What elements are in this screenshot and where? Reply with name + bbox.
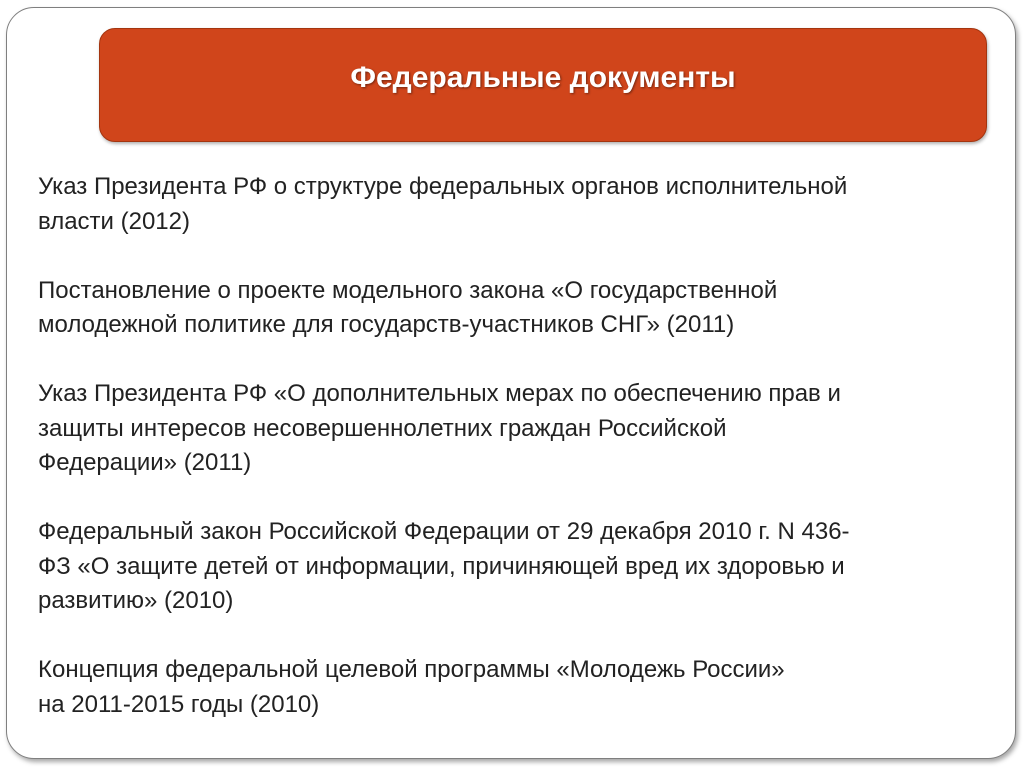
title-banner bbox=[99, 28, 987, 142]
document-item-1 bbox=[38, 170, 1008, 239]
document-line: власти (2012) bbox=[38, 207, 190, 235]
document-line: Указ Президента РФ о структуре федеральных органов исполнительной bbox=[38, 173, 848, 200]
document-line: молодежной политике для государств-участников СНГ» (2011) bbox=[38, 311, 735, 338]
document-line: развитию» (2010) bbox=[38, 587, 234, 614]
documents-list bbox=[38, 170, 1008, 722]
document-line: Федерации» (2011) bbox=[38, 449, 252, 476]
document-item-3 bbox=[38, 377, 1008, 481]
document-line: ФЗ «О защите детей от информации, причиняющей вред их здоровью и bbox=[38, 552, 845, 580]
document-line: на 2011-2015 годы (2010) bbox=[38, 690, 320, 718]
document-line: Федеральный закон Российской Федерации от 29 декабря 2010 г. N 436- bbox=[38, 518, 850, 545]
document-line: защиты интересов несовершеннолетних граждан Российской bbox=[38, 414, 727, 442]
slide-frame bbox=[6, 7, 1016, 759]
slide-title: Федеральные документы bbox=[350, 61, 736, 94]
document-item-2 bbox=[38, 274, 1008, 343]
document-line: Указ Президента РФ «О дополнительных мерах по обеспечению прав и bbox=[38, 380, 841, 407]
document-line: Концепция федеральной целевой программы «Молодежь России» bbox=[38, 656, 785, 683]
document-line: Постановление о проекте модельного закона «О государственной bbox=[38, 276, 778, 304]
document-item-4 bbox=[38, 515, 1008, 619]
document-item-5 bbox=[38, 653, 1008, 722]
